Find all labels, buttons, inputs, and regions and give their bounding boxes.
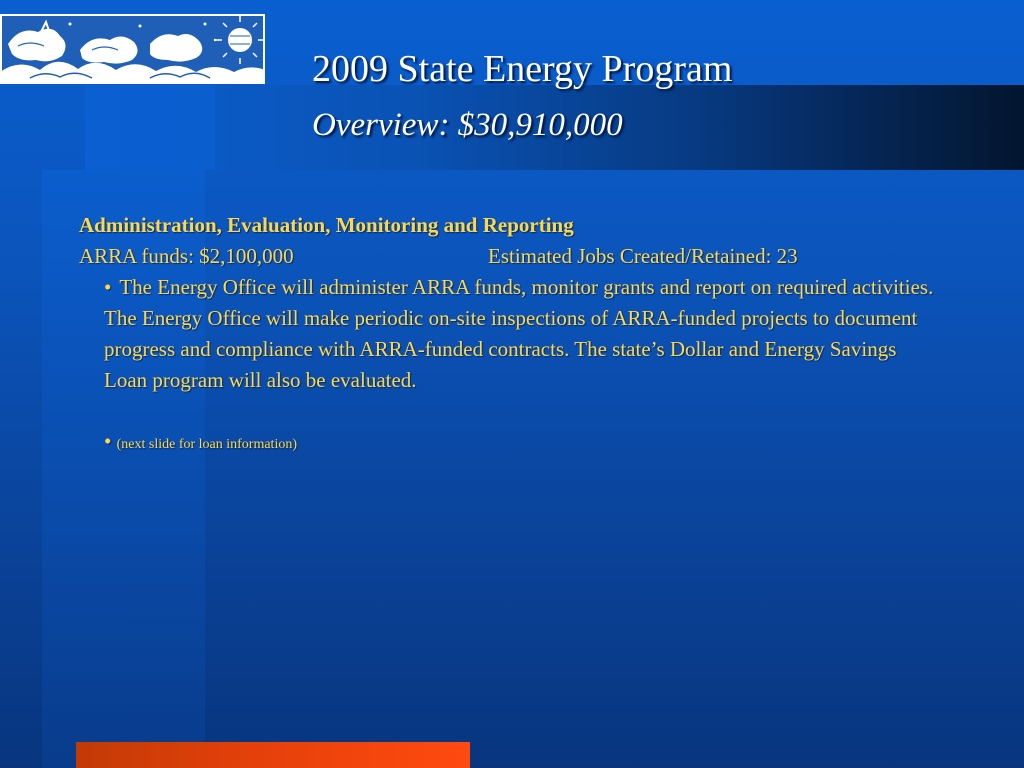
arra-funds-label: ARRA funds: $2,100,000 xyxy=(79,244,294,268)
note-item xyxy=(104,426,949,460)
slide-title: 2009 State Energy Program xyxy=(312,48,733,90)
bullet-icon: • xyxy=(104,275,112,299)
bullet-item xyxy=(104,272,934,396)
mythological-figures-logo-icon xyxy=(0,14,265,84)
slide-subtitle: Overview: $30,910,000 xyxy=(312,107,623,143)
accent-bar xyxy=(76,742,470,768)
slide-body xyxy=(79,210,949,460)
funds-row xyxy=(79,241,949,272)
title-band-accent xyxy=(85,85,215,170)
note-text: (next slide for loan information) xyxy=(116,437,298,452)
bullet-text: The Energy Office will administer ARRA funds, monitor grants and report on required activities. The Energy Office will make periodic on-site inspections of ARRA-funded projects to document progress and compliance with ARRA-funded contracts. The state’s Dollar and Energy Savings Loan program will also be evaluated. xyxy=(104,275,934,392)
note-bullet-icon: • xyxy=(104,429,112,453)
jobs-created-label: Estimated Jobs Created/Retained: 23 xyxy=(488,244,798,268)
section-heading: Administration, Evaluation, Monitoring and Reporting xyxy=(79,213,574,237)
